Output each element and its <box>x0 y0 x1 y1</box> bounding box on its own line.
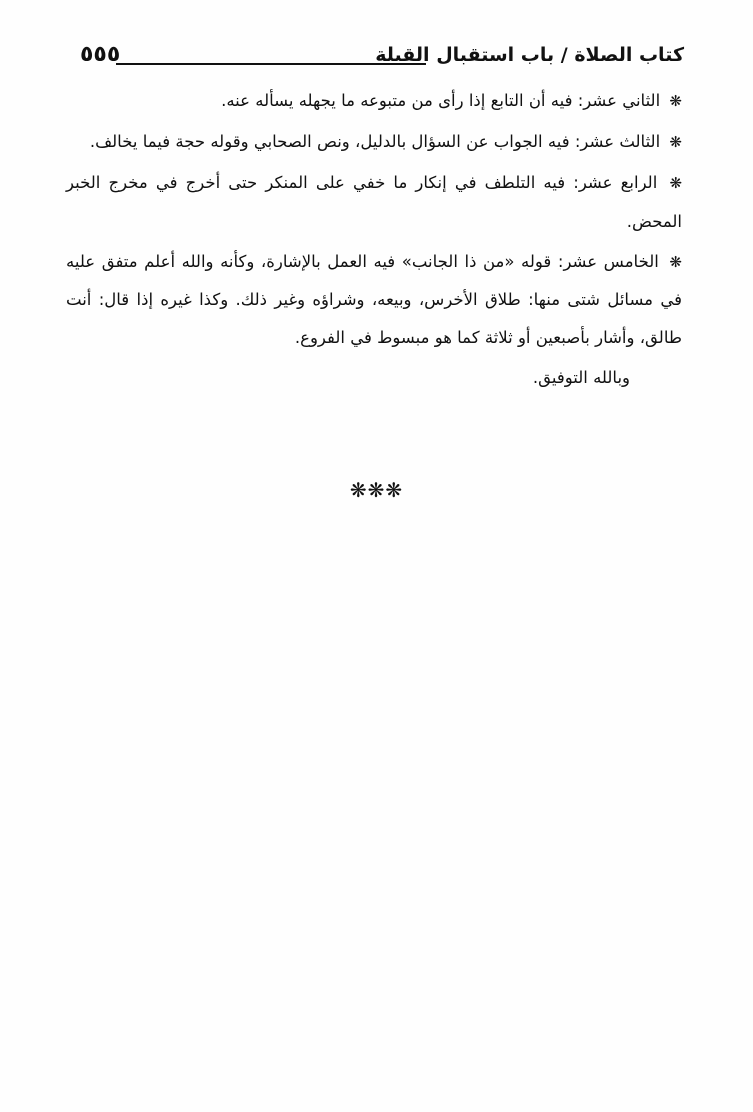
closing-line: وبالله التوفيق. <box>532 367 630 387</box>
page-header <box>72 42 684 72</box>
paragraph-label: الثالث عشر: <box>574 132 661 151</box>
bullet-icon: ❋ <box>669 92 682 110</box>
paragraph-text: قوله «من ذا الجانب» فيه العمل بالإشارة، وكأنه والله أعلم متفق عليه في مسائل شتى منها: طلاق الأخرس، وبيعه، وشراؤه وغير ذلك. وكذا غيره إذا قال: أنت طالق، وأشار بأصبعين أو ثلاثة كما هو مبسوط في الفروع. <box>66 251 682 347</box>
paragraph-label: الخامس عشر: <box>557 251 659 271</box>
paragraph-fifteenth <box>66 243 682 357</box>
bullet-icon: ❋ <box>669 133 682 151</box>
running-header-title: كتاب الصلاة / باب استقبال القبلة <box>375 44 684 66</box>
paragraph-twelfth <box>66 82 682 121</box>
paragraph-fourteenth <box>66 164 682 240</box>
section-ornament-icon: ❋❋❋ <box>349 478 404 502</box>
bullet-icon: ❋ <box>669 174 683 192</box>
paragraph-text: فيه أن التابع إذا رأى من متبوعه ما يجهله يسأله عنه. <box>221 91 573 110</box>
paragraph-label: الثاني عشر: <box>577 91 661 110</box>
bullet-icon: ❋ <box>669 252 682 271</box>
paragraph-text: فيه التلطف في إنكار ما خفي على المنكر حتى أخرج في مخرج الخبر المحض. <box>66 173 682 231</box>
header-rule <box>116 63 426 65</box>
paragraph-thirteenth <box>66 123 682 162</box>
paragraph-text: فيه الجواب عن السؤال بالدليل، ونص الصحابي وقوله حجة فيما يخالف. <box>89 132 570 151</box>
body-text <box>66 82 682 396</box>
page-number: ٥٥٥ <box>80 42 121 67</box>
paragraph-label: الرابع عشر: <box>573 173 658 192</box>
